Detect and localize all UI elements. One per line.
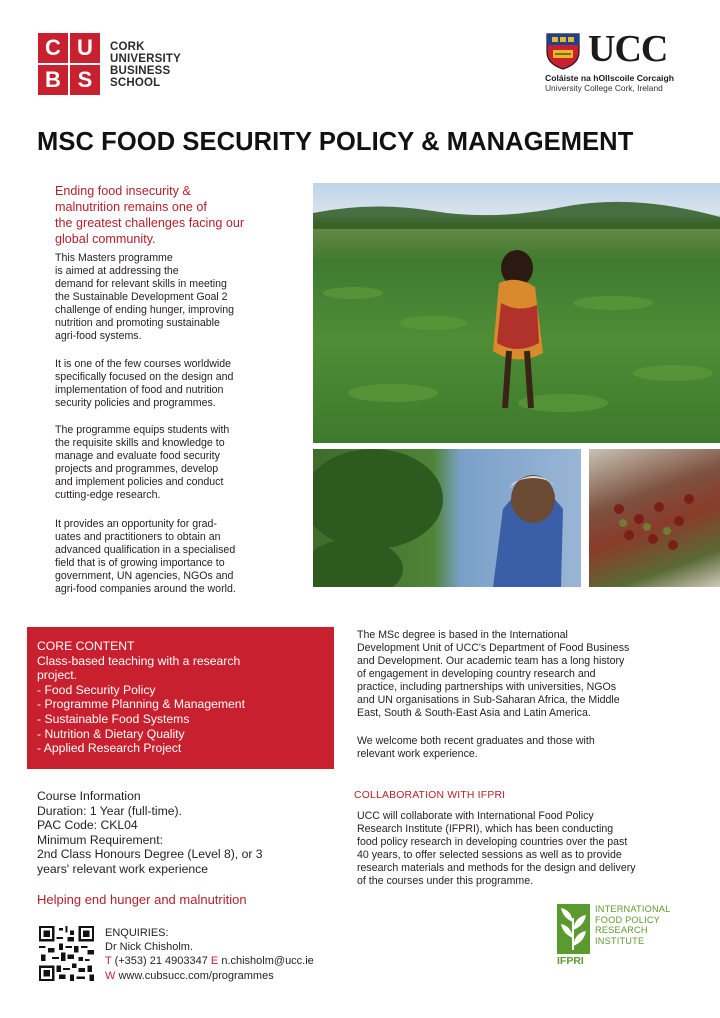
qr-code-icon[interactable]	[39, 926, 94, 981]
course-info-line: Minimum Requirement:	[37, 832, 163, 847]
text-line: The MSc degree is based in the International	[357, 629, 568, 641]
text-line: 40 years, to offer selected sessions as well as to provide	[357, 849, 622, 861]
ucc-english-name: University College Cork, Ireland	[545, 83, 663, 93]
enquiries-heading: ENQUIRIES:	[105, 927, 169, 939]
text-line: food policy research in developing countries over the past	[357, 836, 628, 848]
text-line: research materials and methods for the design and delivery	[357, 862, 636, 874]
text-line: field that is of growing importance to	[55, 557, 225, 569]
text-line: of engagement in developing country research and	[357, 668, 596, 680]
text-line: cutting-edge research.	[55, 489, 161, 501]
text-line: implementation of food and nutrition	[55, 384, 224, 396]
cubs-letter-u: U	[70, 33, 100, 63]
text-line: projects and programmes, develop	[55, 463, 219, 475]
text-line: practice, including partnerships with universities, NGOs	[357, 681, 617, 693]
web-prefix: W	[105, 969, 116, 982]
cubs-name-line: BUSINESS	[110, 65, 171, 77]
text-line: and implement policies and conduct	[55, 476, 224, 488]
course-information	[37, 789, 337, 877]
text-line: East, South & South-East Asia and Latin America.	[357, 707, 591, 719]
course-info-line: years' relevant work experience	[37, 861, 208, 876]
text-line: We welcome both recent graduates and those with	[357, 735, 595, 747]
page-title: MSC FOOD SECURITY POLICY & MANAGEMENT	[37, 128, 634, 156]
collaboration-paragraph	[357, 810, 677, 888]
core-item: - Applied Research Project	[37, 741, 182, 756]
lead-line: Ending food insecurity &	[55, 184, 191, 198]
ifpri-name-line: FOOD POLICY	[595, 914, 660, 925]
cubs-logo	[38, 33, 100, 95]
cubs-name-line: SCHOOL	[110, 77, 161, 89]
text-line: This Masters programme	[55, 252, 173, 264]
intro-paragraph-3	[55, 424, 280, 502]
text-line: relevant work experience.	[357, 748, 478, 760]
lead-line: global community.	[55, 232, 156, 246]
text-line: the requisite skills and knowledge to	[55, 437, 225, 449]
text-line: It provides an opportunity for grad-	[55, 518, 217, 530]
text-line: security policies and programmes.	[55, 397, 216, 409]
intro-paragraph-2	[55, 358, 280, 410]
coffee-farmer-illustration	[313, 449, 581, 587]
course-info-line: Course Information	[37, 789, 141, 803]
cherries-illustration	[589, 449, 720, 587]
core-intro-line: project.	[37, 668, 77, 683]
cubs-letter-b: B	[38, 65, 68, 95]
text-line: uates and practitioners to obtain an	[55, 531, 221, 543]
course-info-line: Duration: 1 Year (full-time).	[37, 803, 182, 818]
cubs-name-line: CORK	[110, 41, 145, 53]
course-info-line: 2nd Class Honours Degree (Level 8), or 3	[37, 847, 263, 862]
enquiries-block	[105, 926, 345, 983]
text-line: and UN organisations in Sub-Saharan Africa, the Middle	[357, 694, 620, 706]
website-link[interactable]: www.cubsucc.com/programmes	[115, 969, 274, 982]
core-item: - Sustainable Food Systems	[37, 711, 190, 726]
text-line: demand for relevant skills in meeting	[55, 278, 227, 290]
ifpri-name-line: RESEARCH	[595, 925, 648, 936]
text-line: Research Institute (IFPRI), which has been conducting	[357, 823, 614, 835]
text-line: is aimed at addressing the	[55, 265, 179, 277]
text-line: agri-food companies around the world.	[55, 583, 236, 595]
photo-coffee-cherries	[589, 449, 720, 587]
phone-number[interactable]: (+353) 21 4903347	[111, 955, 211, 968]
cubs-name-line: UNIVERSITY	[110, 53, 182, 65]
web-line	[105, 969, 345, 983]
ucc-wordmark: UCC	[588, 28, 668, 70]
intro-paragraph-4	[55, 518, 280, 596]
intro-paragraph-1	[55, 252, 280, 343]
ifpri-acronym: IFPRI	[557, 955, 584, 967]
contact-name: Dr Nick Chisholm.	[105, 941, 194, 954]
text-line: and Development. Our academic team has a long history	[357, 655, 625, 667]
text-line: of the courses under this programme.	[357, 875, 534, 887]
ifpri-name-line: INTERNATIONAL	[595, 904, 671, 914]
email-link[interactable]: n.chisholm@ucc.ie	[218, 955, 314, 968]
text-line: nutrition and promoting sustainable	[55, 317, 220, 329]
text-line: Development Unit of UCC's Department of Food Business	[357, 642, 630, 654]
text-line: challenge of ending hunger, improving	[55, 304, 235, 316]
photo-man-with-coffee	[313, 449, 581, 587]
text-line: UCC will collaborate with International Food Policy	[357, 810, 594, 822]
lead-line: malnutrition remains one of	[55, 200, 207, 214]
text-line: The programme equips students with	[55, 424, 230, 436]
ucc-irish-name: Coláiste na hOllscoile Corcaigh	[545, 73, 674, 83]
course-info-line: PAC Code: CKL04	[37, 818, 138, 833]
text-line: the Sustainable Development Goal 2	[55, 291, 228, 303]
ucc-crest-icon	[545, 32, 581, 70]
ifpri-full-name	[595, 904, 670, 946]
tagline: Helping end hunger and malnutrition	[37, 892, 247, 907]
cubs-letter-c: C	[38, 33, 68, 63]
ifpri-name-line: INSTITUTE	[595, 935, 645, 946]
text-line: manage and evaluate food security	[55, 450, 220, 462]
core-content-heading: CORE CONTENT	[37, 639, 135, 653]
ifpri-leaf-icon	[557, 904, 590, 954]
intro-lead	[55, 183, 295, 247]
core-item: - Food Security Policy	[37, 682, 156, 697]
core-item: - Programme Planning & Management	[37, 697, 245, 712]
email-prefix: E	[210, 955, 219, 968]
text-line: advanced qualification in a specialised	[55, 544, 236, 556]
field-illustration	[313, 183, 720, 443]
lead-line: the greatest challenges facing our	[55, 216, 245, 230]
text-line: specifically focused on the design and	[55, 371, 234, 383]
collaboration-heading: COLLABORATION WITH IFPRI	[354, 790, 506, 801]
phone-prefix: T	[105, 955, 112, 968]
cubs-letter-s: S	[70, 65, 100, 95]
text-line: agri-food systems.	[55, 330, 142, 342]
msc-degree-paragraph	[357, 629, 677, 720]
core-content-text	[37, 639, 327, 756]
photo-woman-in-field	[313, 183, 720, 443]
core-intro-line: Class-based teaching with a research	[37, 653, 241, 668]
contact-line	[105, 954, 345, 968]
welcome-paragraph	[357, 735, 677, 761]
text-line: It is one of the few courses worldwide	[55, 358, 232, 370]
core-item: - Nutrition & Dietary Quality	[37, 726, 185, 741]
text-line: government, UN agencies, NGOs and	[55, 570, 234, 582]
cubs-school-name	[110, 41, 181, 89]
